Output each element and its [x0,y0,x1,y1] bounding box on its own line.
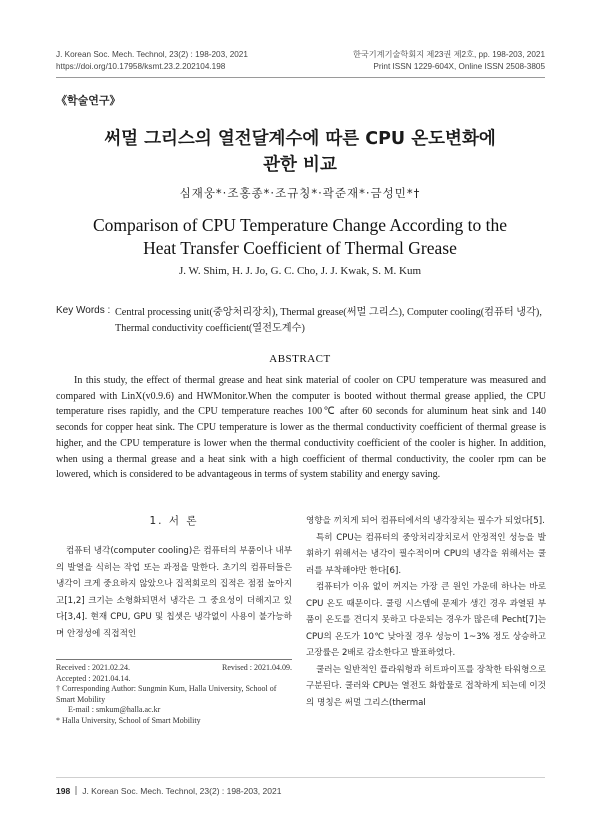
revised-date: Revised : 2021.04.09. [222,663,292,672]
korean-title [60,126,540,178]
issn-line: Print ISSN 1229-604X, Online ISSN 2508-3805 [373,62,545,71]
page-number: 198 [56,786,71,796]
author-affiliation: * Halla University, School of Smart Mobility [56,715,201,725]
intro-paragraph-4: 컴퓨터가 이유 없이 꺼지는 가장 큰 원인 가운데 하나는 바로 CPU 온도 때문이다. 쿨링 시스템에 문제가 생긴 경우 과열된 부품이 온도를 견디지 못하고 다운되는 경우가 많은데 Pecht[7]는 CPU의 온도가 10℃ 낮아질 경우 성능이 1~3% 정도 상승하고 고장률은 2배로 감소한다고 발표하였다. [306,582,546,658]
korean-title-line-2: 관한 비교 [263,155,337,175]
footnotes [56,663,292,727]
footnote-divider [56,659,292,660]
intro-paragraph-2: 영향을 끼치게 되어 컴퓨터에서의 냉각장치는 필수가 되었다[5]. [306,516,545,526]
footer-divider [56,777,545,778]
abstract-text: In this study, the effect of thermal grease and heat sink material of cooler on CPU temperature was measured and compared with LinX(v0.9.6) and HWMonitor.When the computer is booted without thermal grease applied, the CPU temperature rises rapidly, and the CPU temperature reaches 100℃ after 60 seconds for aluminum heat sink and 140 seconds for copper heat sink. The CPU temperature is lower as the thermal conductivity coefficient of thermal grease is higher, and the CPU temperature is lower when the thermal conductivity coefficient of the cooler is higher. In addition, when using a thermal grease and a heat sink with a high coefficient of thermal conductivity, the cooler rpm can be lowered, which is considered to be advantageous in terms of system stability and energy saving. [56,375,546,481]
accepted-date: Accepted : 2021.04.14. [56,673,131,683]
left-column [56,543,292,642]
korean-title-line-1: 써멀 그리스의 열전달계수에 따른 CPU 온도변화에 [104,129,496,149]
english-title-line-1: Comparison of CPU Temperature Change According to the [93,215,507,235]
article-category: 《학술연구》 [56,94,121,107]
received-date: Received : 2021.02.24. [56,663,130,672]
author-email[interactable]: E-mail : smkum@halla.ac.kr [68,705,161,715]
corresponding-author: † Corresponding Author: Sungmin Kum, Halla University, School of Smart Mobility [56,684,277,704]
footer-separator [75,786,77,795]
english-title-line-2: Heat Transfer Coefficient of Thermal Grease [143,238,457,258]
running-header-right [353,49,545,73]
right-column [306,513,546,711]
keywords-line-1: Central processing unit(중앙처리장치), Thermal grease(써멀 그리스), Computer cooling(컴퓨터 냉각), [115,307,542,318]
english-title [60,214,540,260]
keywords-label: Key Words : [56,305,111,316]
intro-paragraph-1: 컴퓨터 냉각(computer cooling)은 컴퓨터의 부품이나 내부의 발열을 식히는 작업 또는 과정을 말한다. 초기의 컴퓨터들은 냉각이 크게 중요하지 않았으나 집적회로의 집적은 점점 높아지고[1,2] 크기는 소형화되면서 냉각은 그 중요성이 더해지고 있다[3,4]. 현재 CPU, GPU 및 칩셋은 냉각없이 사용이 불가능하며 안정성에 직접적인 [56,546,292,639]
journal-citation: J. Korean Soc. Mech. Technol, 23(2) : 198-203, 2021 [56,50,248,59]
footer-journal-citation: J. Korean Soc. Mech. Technol, 23(2) : 198-203, 2021 [82,786,282,796]
english-authors: J. W. Shim, H. J. Jo, G. C. Cho, J. J. Kwak, S. M. Kum [178,265,422,277]
header-divider [56,77,545,78]
page-footer [56,786,281,796]
running-header-left [56,49,248,73]
korean-authors: 심재웅*·조홍종*·조규칭*·곽준재*·금성민*† [179,186,421,200]
keywords-line-2: Thermal conductivity coefficient(열전도계수) [115,323,305,334]
abstract-body [56,373,546,483]
abstract-heading: ABSTRACT [269,353,331,365]
keywords-list [115,305,545,337]
korean-journal-citation: 한국기계기술학회지 제23권 제2호, pp. 198-203, 2021 [352,50,545,59]
doi-link[interactable]: https://doi.org/10.17958/ksmt.23.2.202104.198 [56,62,226,71]
intro-paragraph-5: 쿨러는 일반적인 플라워형과 히트파이프를 장착한 타워형으로 구분된다. 쿨러와 CPU는 열전도 화합물로 접착하게 되는데 이것의 명칭은 써멀 그리스(thermal [306,664,546,708]
intro-paragraph-3: 특히 CPU는 컴퓨터의 중앙처리장치로서 안정적인 성능을 발휘하기 위해서는 냉각이 필수적이며 CPU의 냉각을 위해서는 쿨러를 부착해야만 한다[6]. [306,532,546,576]
section-heading-introduction: 1. 서 론 [149,515,199,527]
